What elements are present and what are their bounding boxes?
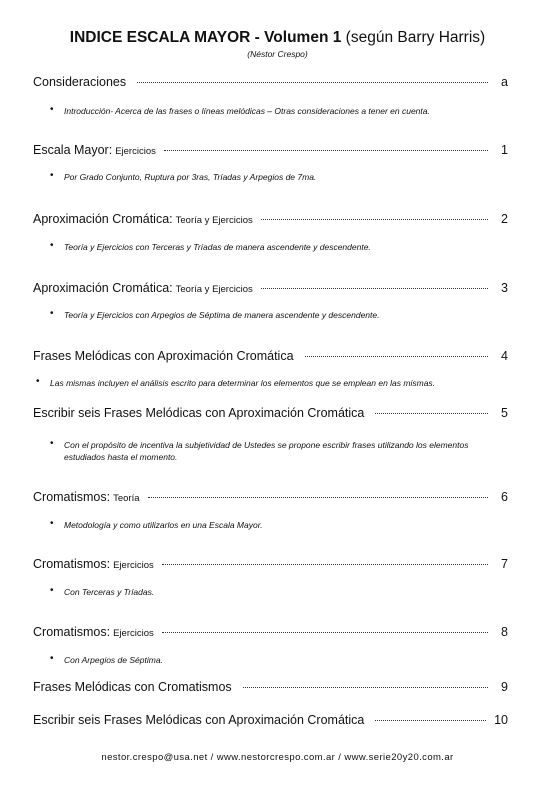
entry-title: Consideraciones [33,75,127,89]
entry-page: 5 [501,406,508,420]
dot-leader [162,564,488,565]
entry-subtitle: Teoría y Ejercicios [175,284,253,295]
toc-entry-escala-mayor [33,143,508,159]
entry-description-text: Con el propósito de incentiva la subjetividad de Ustedes se propone escribir frases utilizando los elementos estudiados hasta el momento. [64,440,469,462]
dot-leader [261,219,488,220]
title-subtitle: (según Barry Harris) [341,29,486,46]
toc-entry-escribir-10 [33,713,508,727]
entry-description [50,585,504,598]
dot-leader [305,356,488,357]
dot-leader [375,720,486,721]
dot-leader [137,82,488,83]
entry-subtitle: Ejercicios [113,628,154,639]
entry-title: Aproximación Cromática: [33,212,173,226]
entry-page: a [501,75,508,89]
author-line: (Néstor Crespo) [247,49,308,59]
toc-entry-cromatismos-8 [33,625,508,641]
entry-subtitle: Ejercicios [113,560,154,571]
entry-title: Frases Melódicas con Cromatismos [33,680,232,694]
title-main: INDICE ESCALA MAYOR - Volumen 1 [69,29,342,46]
entry-description [50,518,504,531]
entry-title: Cromatismos: [33,490,111,504]
entry-title: Escribir seis Frases Melódicas con Aproximación Cromática [33,406,365,420]
entry-page: 2 [501,212,508,226]
toc-entry-frases-cromatismos [33,680,508,694]
entry-page: 4 [501,349,508,363]
entry-page: 1 [501,143,508,157]
entry-description [50,653,504,666]
entry-page: 8 [501,625,508,639]
toc-entry-consideraciones [33,75,508,89]
bullet-icon: • [50,585,54,596]
bullet-icon: • [50,653,54,664]
bullet-icon: • [50,518,54,529]
entry-description-text: Teoría y Ejercicios con Arpegios de Séptima de manera ascendente y descendente. [64,310,380,320]
bullet-icon: • [50,170,54,181]
entry-subtitle: Ejercicios [115,146,156,157]
entry-title: Cromatismos: [33,625,111,639]
entry-description-text: Con Arpegios de Séptima. [64,655,163,665]
dot-leader [162,632,488,633]
entry-description-text: Por Grado Conjunto, Ruptura por 3ras, Tríadas y Arpegios de 7ma. [64,172,317,182]
dot-leader [164,150,488,151]
toc-entry-frases-aproximacion [33,349,508,363]
entry-page: 7 [501,557,508,571]
entry-description-text: Metodología y como utilizarlos en una Escala Mayor. [64,520,263,530]
bullet-icon: • [36,376,40,387]
entry-description [50,308,504,321]
bullet-icon: • [50,438,54,449]
toc-entry-cromatismos-6 [33,490,508,506]
entry-description [50,104,504,117]
entry-description [50,240,504,253]
entry-description [36,376,510,389]
bullet-icon: • [50,308,54,319]
toc-entry-aproximacion-2 [33,212,508,228]
entry-page: 9 [501,680,508,694]
bullet-icon: • [50,240,54,251]
dot-leader [148,497,489,498]
entry-page: 6 [501,490,508,504]
bullet-icon: • [50,104,54,115]
entry-title: Frases Melódicas con Aproximación Cromática [33,349,294,363]
entry-description [50,170,504,183]
entry-description [50,438,484,463]
entry-title: Cromatismos: [33,557,111,571]
entry-title: Escribir seis Frases Melódicas con Aproximación Cromática [33,713,365,727]
entry-title: Escala Mayor: [33,143,113,157]
dot-leader [243,687,488,688]
toc-entry-aproximacion-3 [33,281,508,297]
entry-description-text: Con Terceras y Tríadas. [64,587,155,597]
entry-description-text: Introducción- Acerca de las frases o líneas melódicas – Otras consideraciones a tener en cuenta. [64,106,430,116]
footer-contact: nestor.crespo@usa.net / www.nestorcrespo.com.ar / www.serie20y20.com.ar [101,752,454,763]
toc-entry-escribir-5 [33,406,508,420]
entry-subtitle: Teoría [113,493,140,504]
entry-page: 10 [494,713,508,727]
entry-page: 3 [501,281,508,295]
entry-description-text: Las mismas incluyen el análisis escrito para determinar los elementos que se emplean en las mismas. [50,378,436,388]
dot-leader [261,288,488,289]
entry-title: Aproximación Cromática: [33,281,173,295]
entry-subtitle: Teoría y Ejercicios [175,215,253,226]
page-title [0,29,555,47]
dot-leader [375,413,488,414]
entry-description-text: Teoría y Ejercicios con Terceras y Tríadas de manera ascendente y descendente. [64,242,371,252]
toc-entry-cromatismos-7 [33,557,508,573]
